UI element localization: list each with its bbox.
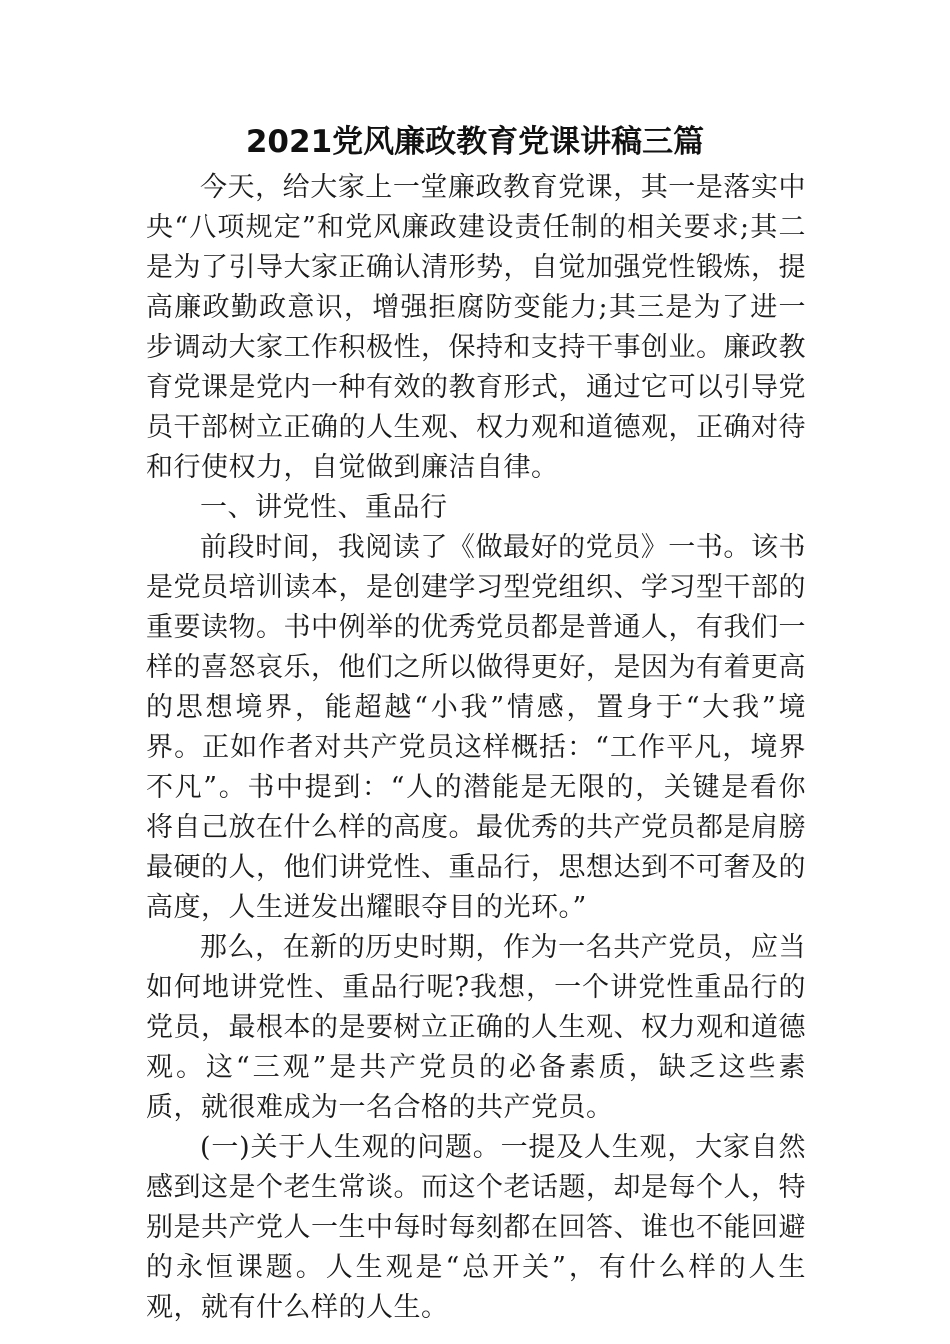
section-heading-1: 一、讲党性、重品行	[200, 492, 448, 523]
document-body	[146, 168, 806, 1328]
document-title: 2021党风廉政教育党课讲稿三篇	[245, 124, 705, 160]
paragraph-outlook-on-life: (一)关于人生观的问题。一提及人生观，大家自然感到这是个老生常谈。而这个老话题，却是每个人，特别是共产党人一生中每时每刻都在回答、谁也不能回避的永恒课题。人生观是“总开关”，有什么样的人生观，就有什么样的人生。	[146, 1132, 806, 1323]
paragraph-three-views: 那么，在新的历史时期，作为一名共产党员，应当如何地讲党性、重品行呢?我想，一个讲党性重品行的党员，最根本的是要树立正确的人生观、权力观和道德观。这“三观”是共产党员的必备素质，缺乏这些素质，就很难成为一名合格的共产党员。	[146, 932, 806, 1123]
paragraph-intro: 今天，给大家上一堂廉政教育党课，其一是落实中央“八项规定”和党风廉政建设责任制的相关要求;其二是为了引导大家正确认清形势，自觉加强党性锻炼，提高廉政勤政意识，增强拒腐防变能力;其三是为了进一步调动大家工作积极性，保持和支持干事创业。廉政教育党课是党内一种有效的教育形式，通过它可以引导党员干部树立正确的人生观、权力观和道德观，正确对待和行使权力，自觉做到廉洁自律。	[146, 172, 806, 483]
paragraph-book: 前段时间，我阅读了《做最好的党员》一书。该书是党员培训读本，是创建学习型党组织、学习型干部的重要读物。书中例举的优秀党员都是普通人，有我们一样的喜怒哀乐，他们之所以做得更好，是因为有着更高的思想境界，能超越“小我”情感，置身于“大我”境界。正如作者对共产党员这样概括：“工作平凡，境界不凡”。书中提到：“人的潜能是无限的，关键是看你将自己放在什么样的高度。最优秀的共产党员都是肩膀最硬的人，他们讲党性、重品行，思想达到不可奢及的高度，人生迸发出耀眼夺目的光环。”	[146, 532, 806, 923]
